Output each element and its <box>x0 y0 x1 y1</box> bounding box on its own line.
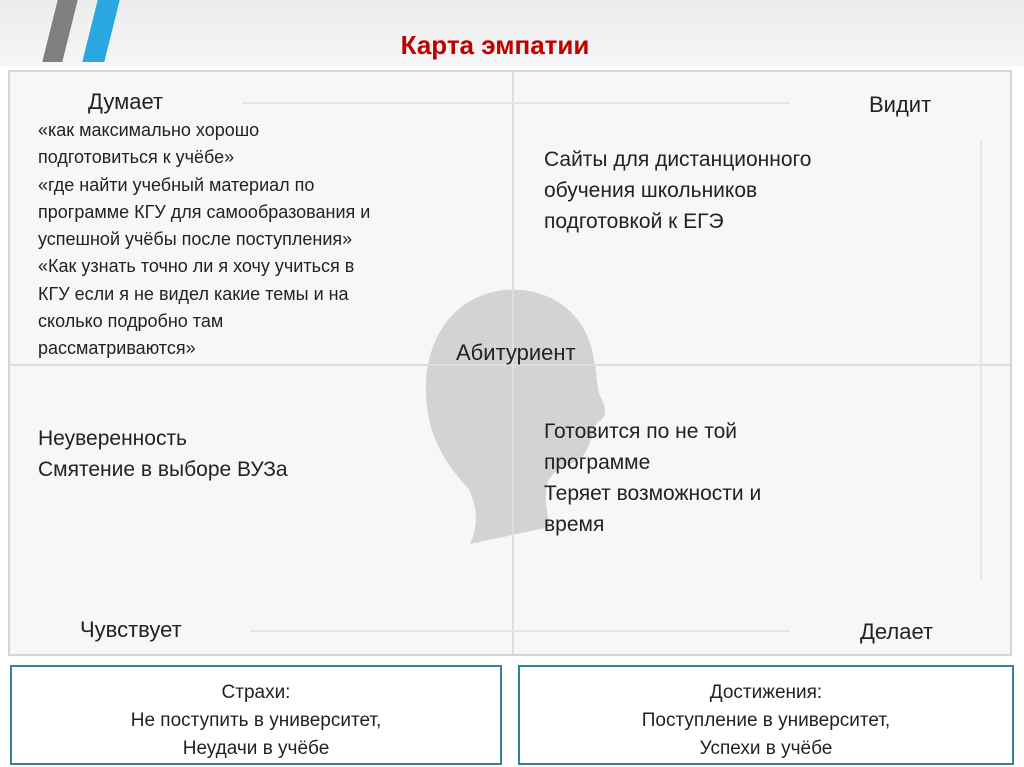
thinks-line: «как максимально хорошо <box>38 120 260 140</box>
quadrant-label-does: Делает <box>860 619 934 644</box>
feels-line: Смятение в выборе ВУЗа <box>38 458 288 481</box>
quadrant-label-thinks: Думает <box>88 89 164 114</box>
does-line: программе <box>544 451 651 474</box>
feels-text <box>38 423 288 485</box>
feels-line: Неуверенность <box>38 427 187 450</box>
pains-line: Неудачи в учёбе <box>182 738 330 759</box>
thinks-line: «Как узнать точно ли я хочу учиться в <box>38 256 355 277</box>
does-line: Готовится по не той <box>544 420 738 443</box>
quadrant-label-sees: Видит <box>869 92 932 117</box>
does-line: время <box>544 513 605 536</box>
pains-box <box>10 665 502 765</box>
center-label: Абитуриент <box>456 340 576 365</box>
top-deco-line <box>242 102 790 104</box>
thinks-line: рассматриваются» <box>38 338 196 359</box>
thinks-line: программе КГУ для самообразования и <box>38 201 371 222</box>
sees-text <box>544 144 811 237</box>
gains-line: Успехи в учёбе <box>699 738 833 759</box>
page-title: Карта эмпатии <box>400 30 590 60</box>
thinks-line: КГУ если я не видел какие темы и на <box>38 283 349 304</box>
gains-box <box>518 665 1014 765</box>
pains-heading: Страхи: <box>221 682 291 703</box>
pains-line: Не поступить в университет, <box>130 710 382 731</box>
does-text <box>544 416 761 540</box>
thinks-line: сколько подробно там <box>38 311 224 332</box>
thinks-line: «где найти учебный материал по <box>38 174 315 195</box>
bottom-deco-line <box>250 630 790 632</box>
sees-line: подготовкой к ЕГЭ <box>544 210 724 233</box>
right-deco-line <box>980 140 982 580</box>
thinks-line: успешной учёбы после поступления» <box>38 229 353 250</box>
thinks-text <box>38 117 370 363</box>
sees-line: обучения школьников <box>544 179 758 202</box>
quadrant-label-feels: Чувствует <box>80 617 182 642</box>
gains-line: Поступление в университет, <box>641 710 891 731</box>
gains-heading: Достижения: <box>709 682 823 703</box>
sees-line: Сайты для дистанционного <box>544 148 812 171</box>
thinks-line: подготовиться к учёбе» <box>38 147 235 168</box>
does-line: Теряет возможности и <box>544 482 762 505</box>
